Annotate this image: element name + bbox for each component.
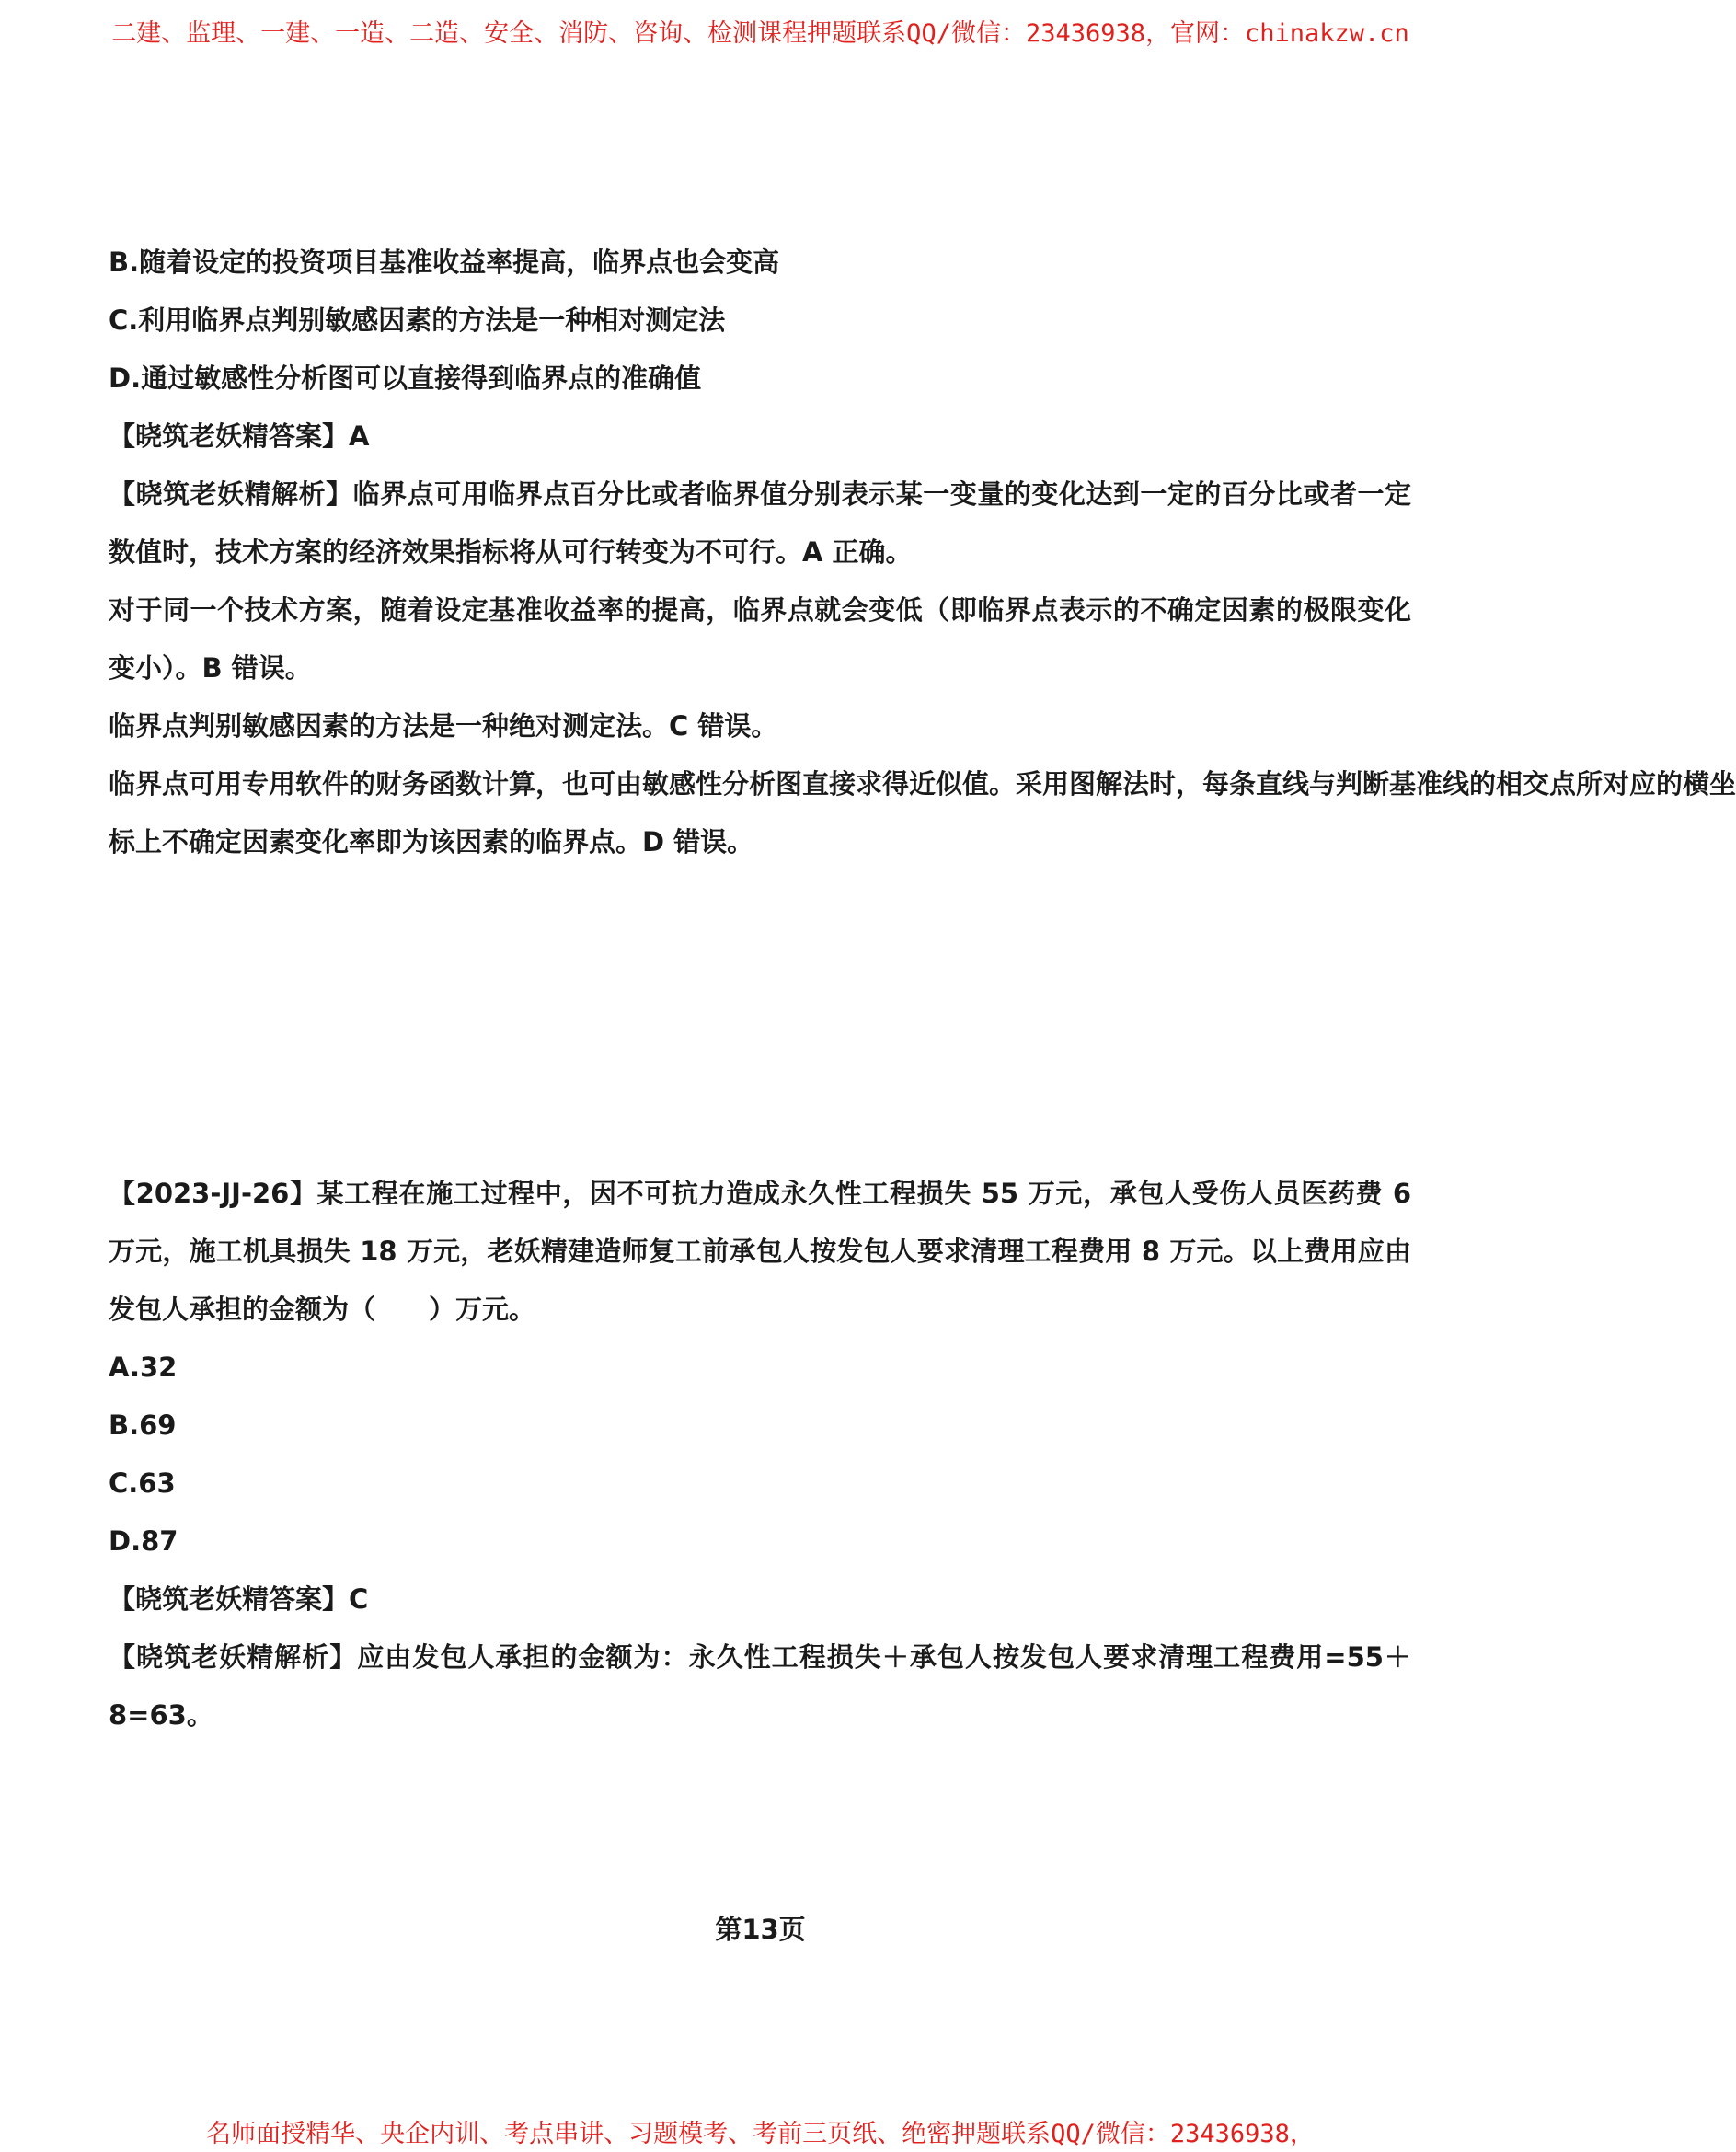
analysis-paragraph: 标上不确定因素变化率即为该因素的临界点。D 错误。	[109, 826, 754, 857]
option-c: C.利用临界点判别敏感因素的方法是一种相对测定法	[109, 305, 726, 336]
question-1-block	[109, 234, 1736, 871]
page-number: 第13页	[715, 1914, 806, 1945]
option-d: D.87	[109, 1525, 178, 1557]
header-banner: 二建、监理、一建、一造、二造、安全、消防、咨询、检测课程押题联系QQ/微信：23436938，官网：chinakzw.cn	[111, 19, 1409, 48]
analysis-paragraph: 临界点判别敏感因素的方法是一种绝对测定法。C 错误。	[109, 710, 778, 742]
option-b: B.随着设定的投资项目基准收益率提高，临界点也会变高	[109, 247, 780, 278]
option-c: C.63	[109, 1467, 176, 1499]
question-stem: 【2023-JJ-26】某工程在施工过程中，因不可抗力造成永久性工程损失 55 万元，承包人受伤人员医药费 6 万元，施工机具损失 18 万元，老妖精建造师复工前承包人按发包人要求清理工程费用 8 万元。以上费用应由发包人承担的金额为（ ）万元。	[109, 1178, 1411, 1325]
analysis-paragraph: 临界点可用专用软件的财务函数计算，也可由敏感性分析图直接求得近似值。采用图解法时，每条直线与判断基准线的相交点所对应的横坐	[109, 768, 1736, 800]
option-b: B.69	[109, 1410, 177, 1441]
analysis-paragraph: 【晓筑老妖精解析】应由发包人承担的金额为：永久性工程损失＋承包人按发包人要求清理工程费用=55＋8=63。	[109, 1641, 1411, 1731]
answer: 【晓筑老妖精答案】A	[109, 420, 370, 452]
question-2-block	[109, 1165, 1411, 1744]
analysis-paragraph: 【晓筑老妖精解析】临界点可用临界点百分比或者临界值分别表示某一变量的变化达到一定的百分比或者一定数值时，技术方案的经济效果指标将从可行转变为不可行。A 正确。	[109, 478, 1411, 568]
answer: 【晓筑老妖精答案】C	[109, 1583, 369, 1615]
option-d: D.通过敏感性分析图可以直接得到临界点的准确值	[109, 363, 702, 394]
analysis-paragraph: 对于同一个技术方案，随着设定基准收益率的提高，临界点就会变低（即临界点表示的不确定因素的极限变化变小）。B 错误。	[109, 594, 1411, 684]
option-a: A.32	[109, 1352, 178, 1383]
footer-banner: 名师面授精华、央企内训、考点串讲、习题模考、考前三页纸、绝密押题联系QQ/微信：23436938，	[206, 2120, 1315, 2148]
